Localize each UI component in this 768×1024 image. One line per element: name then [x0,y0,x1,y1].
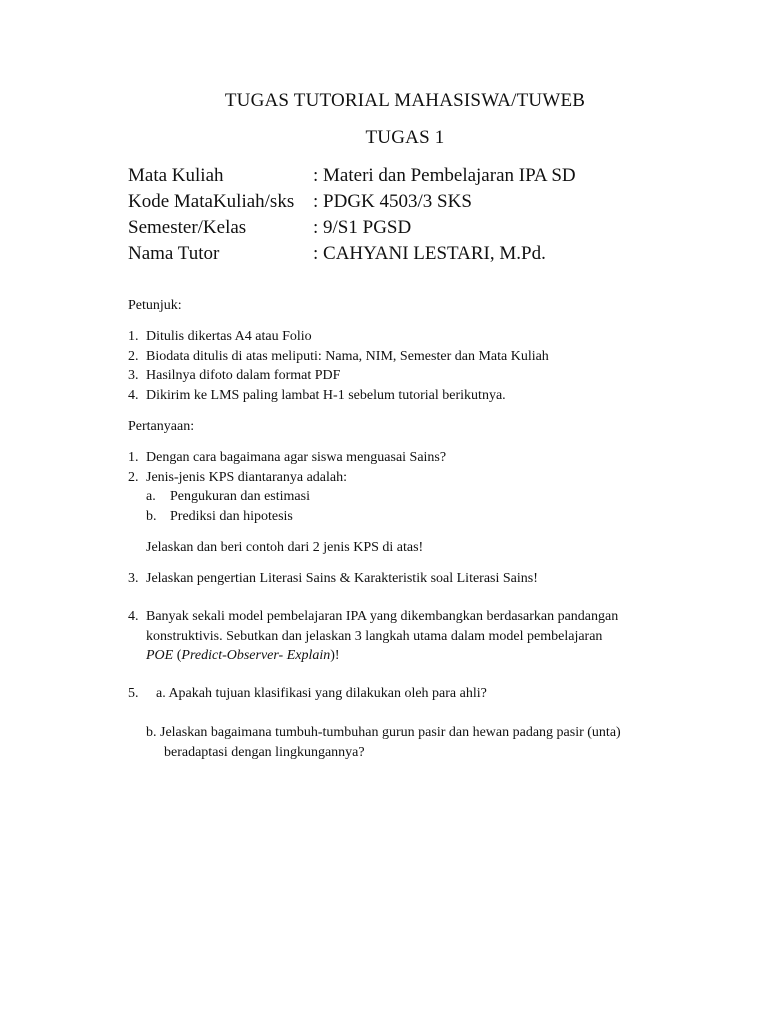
pertanyaan-heading: Pertanyaan: [128,419,195,434]
paren-open: ( [173,648,182,663]
list-item [128,607,618,666]
question-5b-line-2: beradaptasi dengan lingkungannya? [164,744,365,760]
question-2-sublist [146,487,310,526]
list-text: Jenis-jenis KPS diantaranya adalah: [146,469,348,485]
poe-term: POE [146,648,174,663]
list-text: Ditulis dikertas A4 atau Folio [146,329,312,344]
petunjuk-list [128,327,549,405]
sub-list-letter: b. [146,508,157,524]
info-label: Nama Tutor [128,243,220,264]
course-info-block [128,163,576,267]
list-text: Hasilnya difoto dalam format PDF [146,368,341,383]
list-text-line-1: Banyak sekali model pembelajaran IPA yang dikembangkan berdasarkan pandangan [146,609,619,624]
question-5 [128,684,487,704]
poe-expansion: Predict-Observer- Explain [181,648,331,663]
info-value: : Materi dan Pembelajaran IPA SD [313,165,576,186]
list-item [128,386,549,406]
sub-list-text: Pengukuran dan estimasi [170,489,310,504]
list-item [128,347,549,367]
question-4 [128,607,618,666]
list-number: 2. [128,348,139,364]
question-2-instruction: Jelaskan dan beri contoh dari 2 jenis KPS di atas! [146,540,424,555]
document-title: TUGAS TUTORIAL MAHASISWA/TUWEB [224,90,586,111]
list-number: 1. [128,329,139,344]
list-item [128,327,549,347]
sub-list-item [146,487,310,507]
sub-list-text: Prediksi dan hipotesis [170,508,293,524]
info-value: : PDGK 4503/3 SKS [313,191,472,212]
sub-list-letter: a. [146,489,156,504]
list-text: Jelaskan pengertian Literasi Sains & Karakteristik soal Literasi Sains! [146,571,538,586]
list-number: 3. [128,368,139,383]
list-text: Dengan cara bagaimana agar siswa menguasai Sains? [146,450,447,465]
info-label: Semester/Kelas [128,217,247,238]
info-value: : 9/S1 PGSD [313,217,412,238]
info-row-mata-kuliah [128,163,576,189]
list-number: 1. [128,450,139,465]
question-1 [128,448,446,487]
question-5b-line-1: b. Jelaskan bagaimana tumbuh-tumbuhan gurun pasir dan hewan padang pasir (unta) [146,725,621,740]
list-number: 4. [128,387,139,403]
question-2 [128,468,446,488]
list-number: 3. [128,571,139,586]
list-text-line-2: konstruktivis. Sebutkan dan jelaskan 3 langkah utama dalam model pembelajaran [146,628,603,644]
line-end: )! [330,648,340,663]
document-subtitle: TUGAS 1 [365,127,445,148]
info-value: : CAHYANI LESTARI, M.Pd. [313,243,546,264]
list-item [128,569,538,589]
info-row-tutor [128,241,576,267]
list-text: Biodata ditulis di atas meliputi: Nama, NIM, Semester dan Mata Kuliah [146,348,549,364]
list-item [128,366,549,386]
info-row-kode [128,189,576,215]
list-number: 2. [128,469,139,485]
question-3 [128,569,538,589]
info-label: Kode MataKuliah/sks [128,191,295,212]
sub-list-item [146,507,310,527]
list-item [128,448,446,468]
info-label: Mata Kuliah [128,165,224,186]
question-5b [146,723,621,762]
petunjuk-heading: Petunjuk: [128,298,182,313]
list-number: 4. [128,609,139,624]
list-number: 5. [128,686,139,701]
question-5a: a. Apakah tujuan klasifikasi yang dilakukan oleh para ahli? [156,686,487,701]
info-row-semester [128,215,576,241]
list-text: Dikirim ke LMS paling lambat H-1 sebelum tutorial berikutnya. [146,387,506,403]
list-item [128,684,487,704]
